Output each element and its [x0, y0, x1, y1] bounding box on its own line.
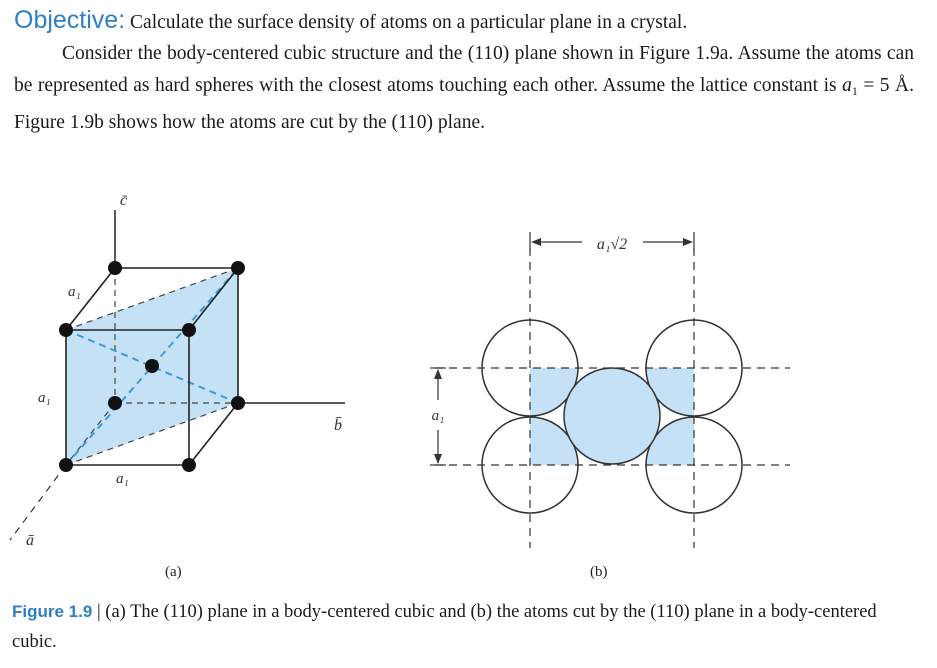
width-label: a₁√2 — [596, 236, 628, 253]
axis-a-line — [10, 465, 66, 540]
objective-label: Objective: — [14, 6, 126, 34]
atom — [182, 323, 196, 337]
arrow-up-icon — [434, 369, 442, 379]
atom — [231, 396, 245, 410]
axis-b-label: b̄ — [334, 417, 342, 434]
atom — [59, 323, 73, 337]
atom — [108, 261, 122, 275]
lattice-var: a — [842, 75, 852, 96]
edge-label-top: a₁ — [68, 284, 81, 300]
panel-label-a: (a) — [165, 564, 182, 580]
figure-b-plane-cut — [430, 232, 790, 580]
lattice-subscript: 1 — [851, 84, 858, 98]
axis-c-label: c̄ — [120, 192, 128, 209]
arrow-right-icon — [683, 238, 693, 246]
atom — [108, 396, 122, 410]
figure-number: Figure 1.9 — [12, 602, 93, 621]
atom-body-center — [145, 359, 159, 373]
atom-circle-center — [564, 368, 660, 464]
figure-caption — [12, 597, 892, 657]
panel-label-b: (b) — [590, 564, 608, 580]
objective-text: Calculate the surface density of atoms on a particular plane in a crystal. — [125, 12, 688, 33]
atom — [231, 261, 245, 275]
height-label: a₁ — [431, 408, 445, 424]
problem-text-2: = 5 Å. Figure 1.9b shows how the atoms are cut by the (110) plane. — [14, 75, 914, 133]
caption-separator: | — [92, 602, 106, 622]
arrow-left-icon — [531, 238, 541, 246]
arrow-down-icon — [434, 454, 442, 464]
problem-text-1: Consider the body-centered cubic structure and the (110) plane shown in Figure 1.9a. Assume the atoms can be represented as hard spheres with the closest atoms touching each other. Assume the lattice constant is — [14, 43, 914, 96]
figure-a-bcc-cube — [10, 192, 345, 580]
edge-label-bottom: a₁ — [116, 471, 129, 487]
axis-a-label: ā — [26, 532, 34, 549]
atom — [182, 458, 196, 472]
edge-label-left: a₁ — [38, 390, 51, 406]
caption-text: (a) The (110) plane in a body-centered cubic and (b) the atoms cut by the (110) plane in a body-centered cubic. — [12, 602, 877, 652]
atom — [59, 458, 73, 472]
